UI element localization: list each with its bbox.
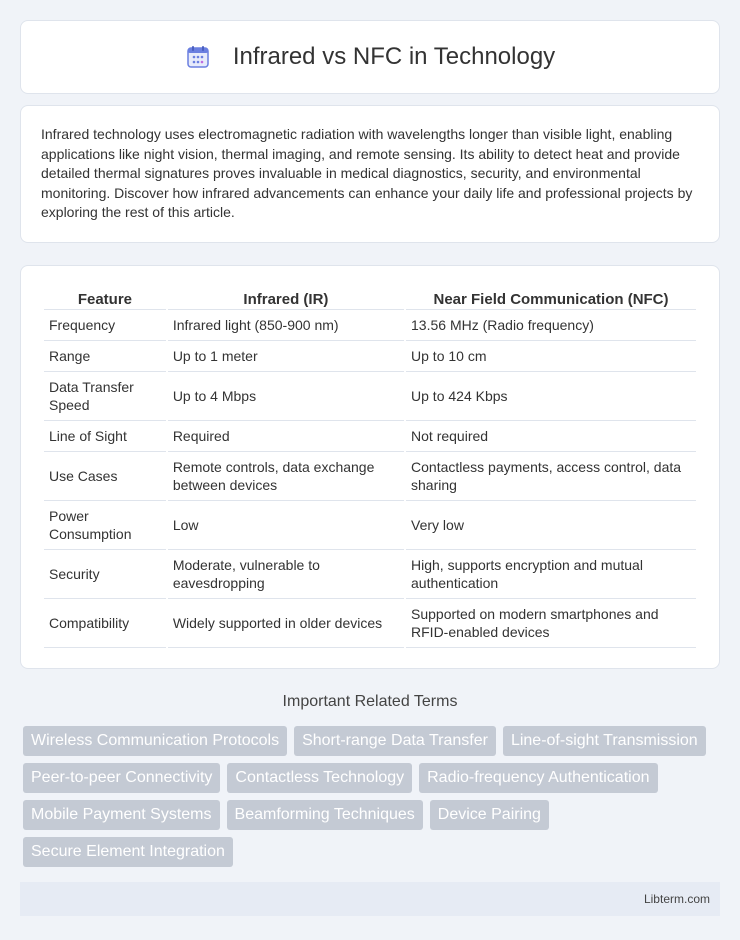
feature-cell: Line of Sight xyxy=(44,421,166,452)
related-terms-title: Important Related Terms xyxy=(282,693,458,710)
table-row xyxy=(44,310,696,341)
comparison-table xyxy=(42,288,698,648)
nfc-cell: 13.56 MHz (Radio frequency) xyxy=(406,310,696,341)
infrared-cell: Up to 1 meter xyxy=(168,341,404,372)
header-nfc: Near Field Communication (NFC) xyxy=(406,288,696,310)
comparison-card xyxy=(20,265,720,669)
nfc-cell: Up to 10 cm xyxy=(406,341,696,372)
calendar-icon xyxy=(185,44,211,70)
table-row xyxy=(44,599,696,648)
intro-text: Infrared technology uses electromagnetic radiation with wavelengths longer than visible light, enabling applications like night vision, thermal imaging, and remote sensing. Its ability to detect heat and provide detailed thermal signatures proves invaluable in medical diagnostics, security, and environmental monitoring. Discover how infrared advancements can enhance your daily life and professional projects by exploring the rest of this article. xyxy=(41,126,693,221)
intro-card xyxy=(20,105,720,243)
table-row xyxy=(44,341,696,372)
infrared-cell: Widely supported in older devices xyxy=(168,599,404,648)
nfc-cell: Not required xyxy=(406,421,696,452)
nfc-cell: Supported on modern smartphones and RFID-enabled devices xyxy=(406,599,696,648)
term-tag[interactable]: Short-range Data Transfer xyxy=(294,726,496,756)
page-title: Infrared vs NFC in Technology xyxy=(232,43,556,70)
term-tag[interactable]: Line-of-sight Transmission xyxy=(503,726,706,756)
header-feature: Feature xyxy=(44,288,166,310)
header-infrared: Infrared (IR) xyxy=(168,288,404,310)
term-tag[interactable]: Radio-frequency Authentication xyxy=(419,763,657,793)
feature-cell: Range xyxy=(44,341,166,372)
infrared-cell: Up to 4 Mbps xyxy=(168,372,404,421)
feature-cell: Use Cases xyxy=(44,452,166,501)
infrared-cell: Low xyxy=(168,501,404,550)
nfc-cell: Contactless payments, access control, data sharing xyxy=(406,452,696,501)
term-tag[interactable]: Secure Element Integration xyxy=(23,837,233,867)
nfc-cell: Very low xyxy=(406,501,696,550)
infrared-cell: Required xyxy=(168,421,404,452)
footer-site-link[interactable]: Libterm.com xyxy=(643,892,710,906)
term-tag[interactable]: Contactless Technology xyxy=(227,763,412,793)
feature-cell: Power Consumption xyxy=(44,501,166,550)
infrared-cell: Moderate, vulnerable to eavesdropping xyxy=(168,550,404,599)
table-row xyxy=(44,372,696,421)
table-row xyxy=(44,452,696,501)
table-row xyxy=(44,550,696,599)
footer xyxy=(20,882,720,916)
feature-cell: Frequency xyxy=(44,310,166,341)
term-tag[interactable]: Beamforming Techniques xyxy=(227,800,423,830)
feature-cell: Data Transfer Speed xyxy=(44,372,166,421)
related-terms-list xyxy=(23,726,723,874)
infrared-cell: Infrared light (850-900 nm) xyxy=(168,310,404,341)
infrared-cell: Remote controls, data exchange between devices xyxy=(168,452,404,501)
feature-cell: Security xyxy=(44,550,166,599)
table-row xyxy=(44,421,696,452)
term-tag[interactable]: Device Pairing xyxy=(430,800,549,830)
table-header-row xyxy=(44,288,696,310)
term-tag[interactable]: Peer-to-peer Connectivity xyxy=(23,763,220,793)
table-row xyxy=(44,501,696,550)
header-card xyxy=(20,20,720,94)
nfc-cell: High, supports encryption and mutual authentication xyxy=(406,550,696,599)
term-tag[interactable]: Mobile Payment Systems xyxy=(23,800,220,830)
term-tag[interactable]: Wireless Communication Protocols xyxy=(23,726,287,756)
nfc-cell: Up to 424 Kbps xyxy=(406,372,696,421)
feature-cell: Compatibility xyxy=(44,599,166,648)
